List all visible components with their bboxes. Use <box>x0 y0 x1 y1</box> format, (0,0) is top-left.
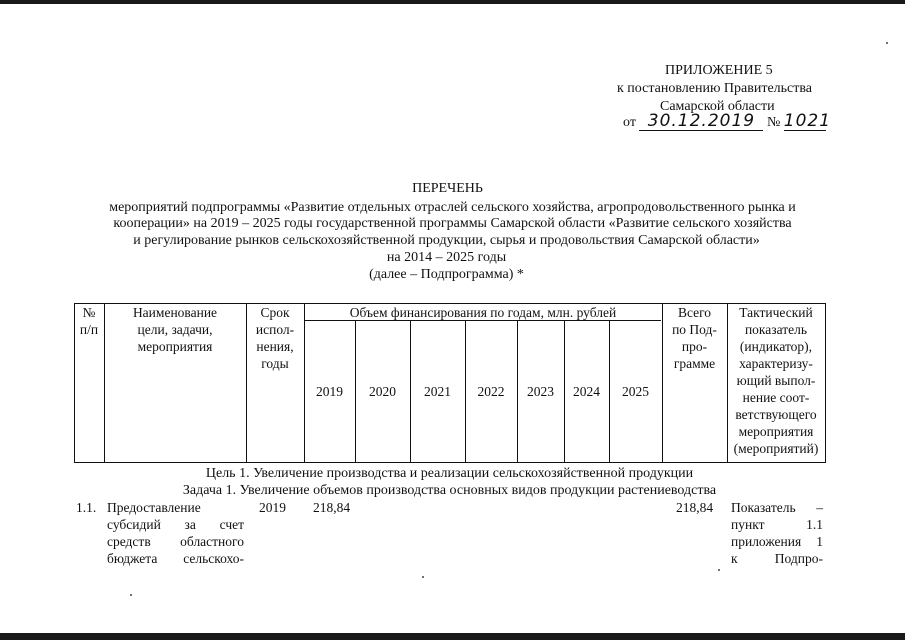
attachment-label: ПРИЛОЖЕНИЕ 5 <box>665 63 773 78</box>
title-line4: на 2014 – 2025 годы <box>386 250 507 265</box>
title-line1: мероприятий подпрограммы «Развитие отдельных отраслей сельского хозяйства, агропродовольственного рынка и <box>109 200 796 215</box>
goal-row: Цель 1. Увеличение производства и реализации сельскохозяйственной продукции <box>205 466 694 481</box>
grid-line <box>74 462 826 463</box>
number-prefix: № <box>766 115 781 130</box>
scan-edge-bottom <box>0 633 905 640</box>
row-total: 218,84 <box>676 500 714 515</box>
grid-line <box>825 303 826 463</box>
attachment-line1: к постановлению Правительства <box>617 81 813 96</box>
date-prefix: от <box>623 115 636 130</box>
row-value-2019: 218,84 <box>313 500 351 515</box>
handwritten-number: 1021 <box>783 111 832 131</box>
title-line5: (далее – Подпрограмма) * <box>369 267 524 282</box>
header-financing: Объем финансирования по годам, млн. рублей <box>349 305 617 320</box>
year-2024: 2024 <box>573 384 600 399</box>
grid-line <box>74 303 826 304</box>
year-2020: 2020 <box>369 384 396 399</box>
attachment-line2: Самарской области <box>660 99 775 114</box>
title-heading: ПЕРЕЧЕНЬ <box>412 181 483 196</box>
scan-speck <box>886 42 888 44</box>
scan-speck <box>130 594 132 596</box>
handwritten-date: 30.12.2019 <box>639 114 763 131</box>
year-2022: 2022 <box>477 384 505 399</box>
year-2025: 2025 <box>622 384 649 399</box>
scan-speck <box>718 569 720 571</box>
scan-edge-top <box>0 0 905 4</box>
title-line2: кооперации» на 2019 – 2025 годы государственной программы Самарской области «Развитие сельского хозяйства <box>113 216 792 231</box>
year-2019: 2019 <box>316 384 343 399</box>
row-term: 2019 <box>259 500 286 515</box>
attachment-date-line <box>623 111 832 131</box>
scan-speck <box>422 576 424 578</box>
task-row: Задача 1. Увеличение объемов производства основных видов продукции растениеводства <box>182 483 717 498</box>
grid-line <box>304 303 305 463</box>
year-2021: 2021 <box>424 384 451 399</box>
title-line3: и регулирование рынков сельскохозяйственной продукции, сырья и продовольствия Самарской области» <box>133 233 760 248</box>
row-num: 1.1. <box>76 500 97 515</box>
year-2023: 2023 <box>527 384 554 399</box>
